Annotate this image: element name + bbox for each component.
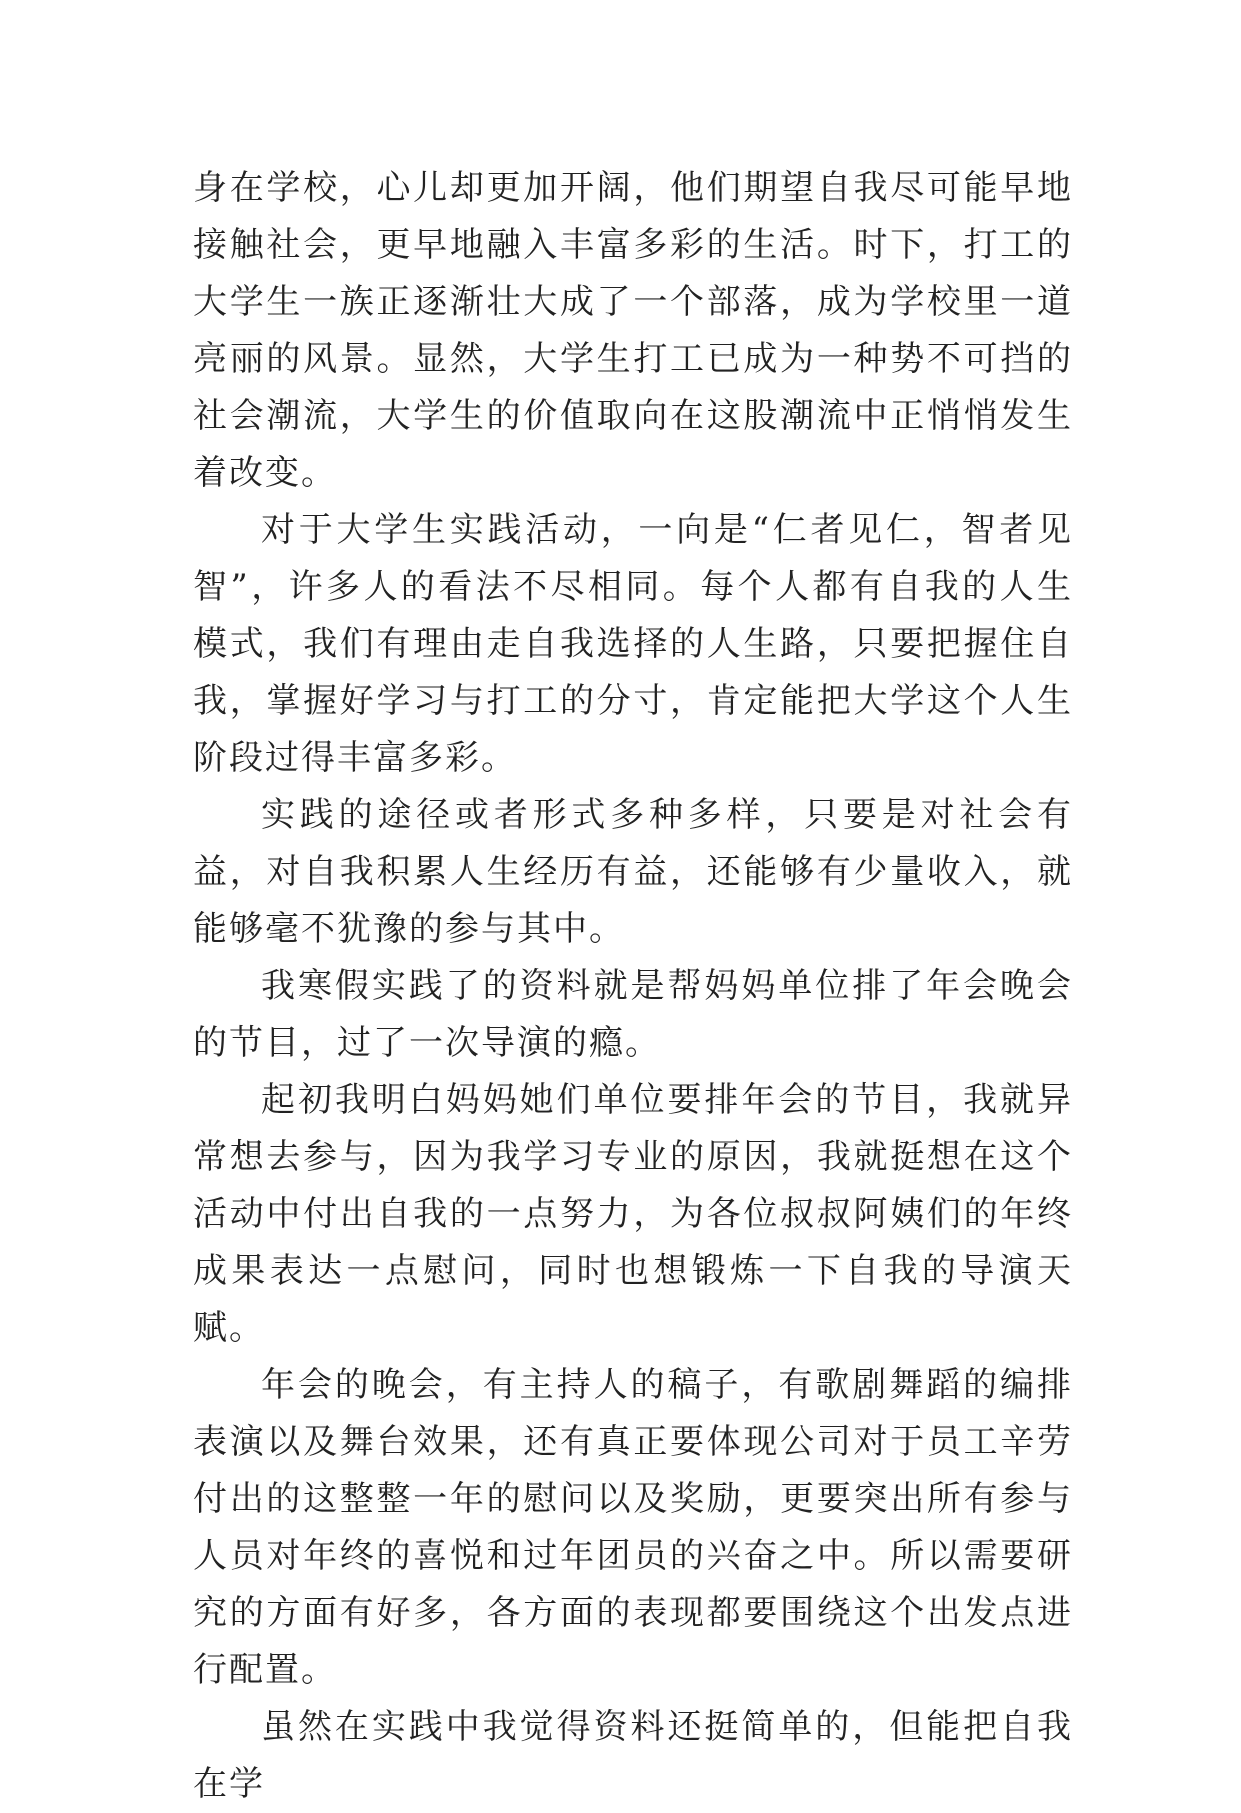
paragraph-6: 年会的晚会，有主持人的稿子，有歌剧舞蹈的编排表演以及舞台效果，还有真正要体现公司对于员工辛劳付出的这整整一年的慰问以及奖励，更要突出所有参与人员对年终的喜悦和过年团员的兴奋之中。所以需要研究的方面有好多，各方面的表现都要围绕这个出发点进行配置。	[193, 1365, 1073, 1690]
document-body	[193, 160, 1073, 1813]
paragraph-5: 起初我明白妈妈她们单位要排年会的节目，我就异常想去参与，因为我学习专业的原因，我就挺想在这个活动中付出自我的一点努力，为各位叔叔阿姨们的年终成果表达一点慰问，同时也想锻炼一下自我的导演天赋。	[193, 1080, 1073, 1348]
paragraph-4: 我寒假实践了的资料就是帮妈妈单位排了年会晚会的节目，过了一次导演的瘾。	[193, 966, 1073, 1063]
paragraph-3: 实践的途径或者形式多种多样，只要是对社会有益，对自我积累人生经历有益，还能够有少量收入，就能够毫不犹豫的参与其中。	[193, 795, 1073, 949]
paragraph-1: 身在学校，心儿却更加开阔，他们期望自我尽可能早地接触社会，更早地融入丰富多彩的生活。时下，打工的大学生一族正逐渐壮大成了一个部落，成为学校里一道亮丽的风景。显然，大学生打工已成为一种势不可挡的社会潮流，大学生的价值取向在这股潮流中正悄悄发生着改变。	[193, 168, 1073, 493]
paragraph-7: 虽然在实践中我觉得资料还挺简单的，但能把自我在学	[193, 1707, 1073, 1804]
paragraph-2: 对于大学生实践活动，一向是“仁者见仁，智者见智”，许多人的看法不尽相同。每个人都有自我的人生模式，我们有理由走自我选择的人生路，只要把握住自我，掌握好学习与打工的分寸，肯定能把大学这个人生阶段过得丰富多彩。	[193, 510, 1073, 778]
